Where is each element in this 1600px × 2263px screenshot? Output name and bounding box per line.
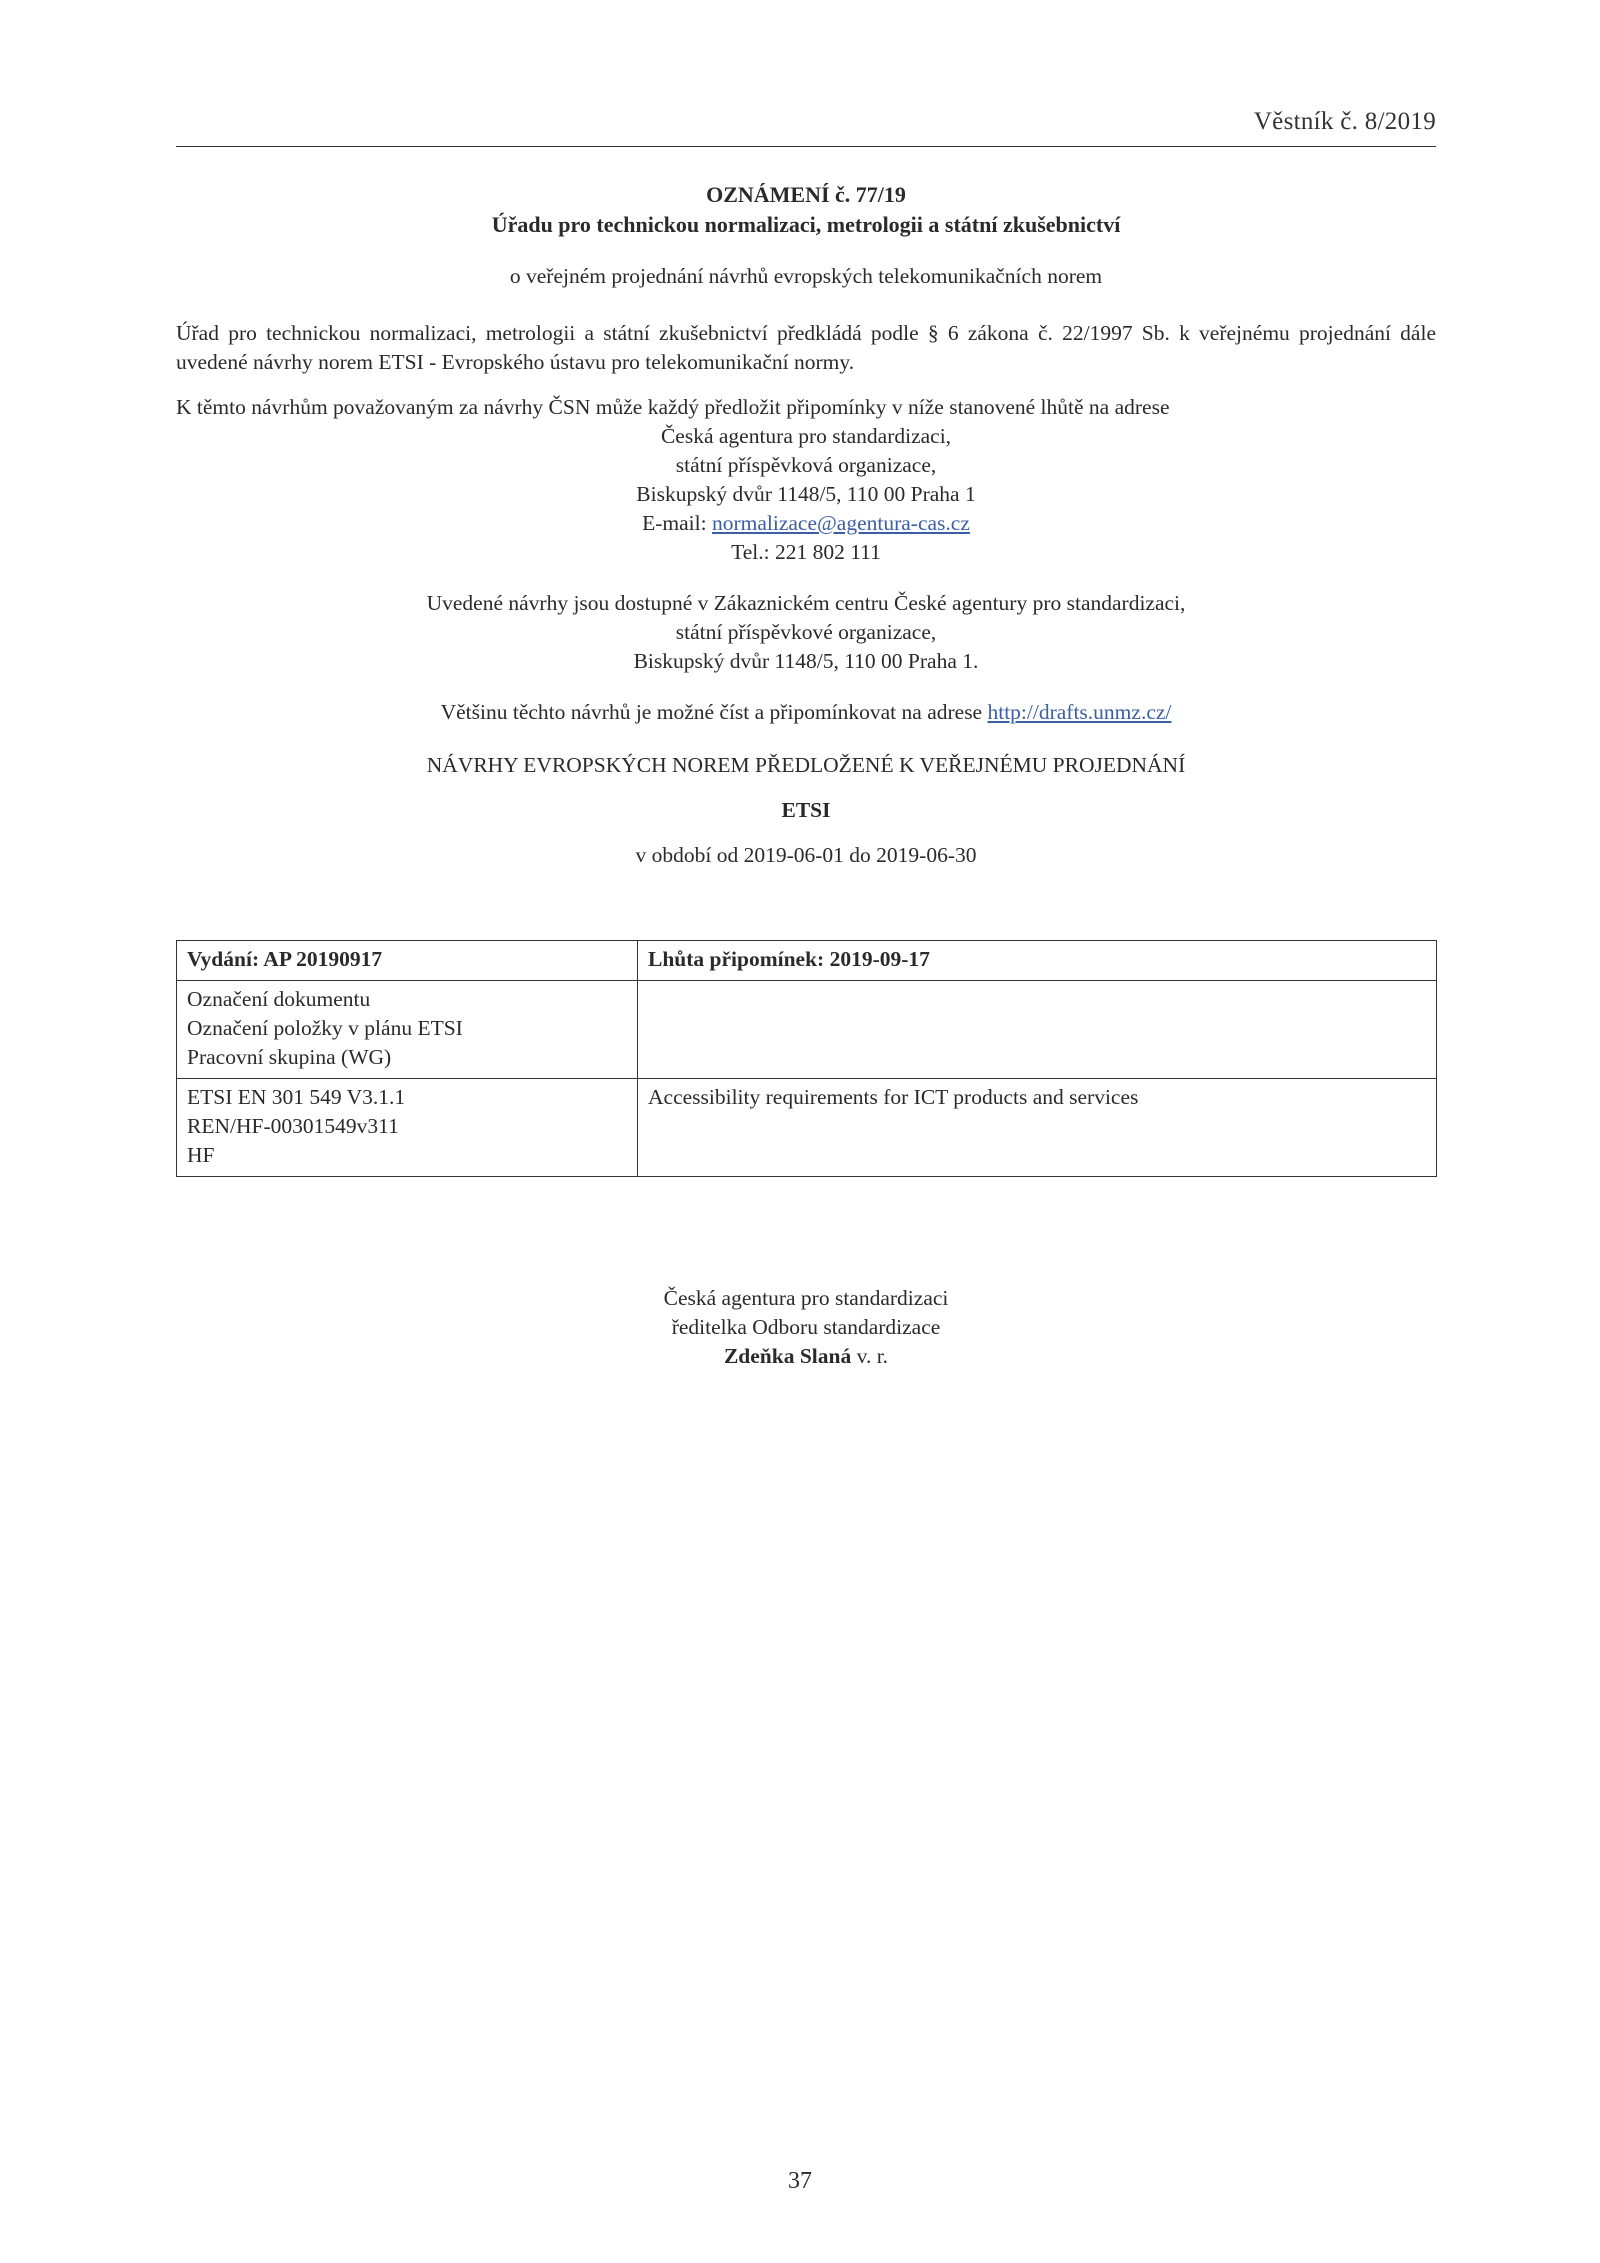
email-line [176, 509, 1436, 538]
work-item: REN/HF-00301549v311 [187, 1114, 399, 1138]
document-title-cell: Accessibility requirements for ICT products and services [638, 1079, 1437, 1177]
address-line-1: Česká agentura pro standardizaci, [660, 424, 952, 448]
online-line [176, 698, 1436, 727]
legend-cell [177, 981, 638, 1079]
availability-block [176, 589, 1436, 676]
legend-line-3: Pracovní skupina (WG) [187, 1045, 392, 1069]
signature-org: Česká agentura pro standardizaci [663, 1286, 949, 1310]
email-label: E-mail: [642, 511, 712, 535]
page-header [176, 108, 1436, 147]
legend-line-1: Označení dokumentu [187, 987, 371, 1011]
email-link[interactable]: normalizace@agentura-cas.cz [711, 511, 970, 535]
notice-number: OZNÁMENÍ č. 77/19 [706, 182, 906, 207]
signature-suffix: v. r. [851, 1344, 889, 1368]
legend-right-cell [638, 981, 1437, 1079]
availability-line-1: Uvedené návrhy jsou dostupné v Zákaznickém centru České agentury pro standardizaci, [426, 591, 1186, 615]
section-period: v období od 2019-06-01 do 2019-06-30 [635, 843, 977, 867]
section-title: NÁVRHY EVROPSKÝCH NOREM PŘEDLOŽENÉ K VEŘEJNÉMU PROJEDNÁNÍ [426, 753, 1186, 777]
availability-line-3: Biskupský dvůr 1148/5, 110 00 Praha 1. [633, 649, 979, 673]
drafts-link[interactable]: http://drafts.unmz.cz/ [987, 700, 1172, 724]
signature-role: ředitelka Odboru standardizace [671, 1315, 941, 1339]
table-header-row [177, 941, 1437, 981]
table-row [177, 1079, 1437, 1177]
comments-intro: K těmto návrhům považovaným za návrhy ČSN může každý předložit připomínky v níže stanovené lhůtě na adrese [176, 395, 1170, 419]
page-number: 37 [788, 2168, 812, 2194]
draft-standards-table [176, 940, 1437, 1177]
address-line-2: státní příspěvková organizace, [675, 453, 937, 477]
notice-authority: Úřadu pro technickou normalizaci, metrologii a státní zkušebnictví [491, 212, 1121, 237]
section-org: ETSI [781, 798, 831, 822]
notice-subject: o veřejném projednání návrhů evropských telekomunikačních norem [509, 264, 1103, 288]
document-id-cell [177, 1079, 638, 1177]
working-group: HF [187, 1143, 215, 1167]
document-designation: ETSI EN 301 549 V3.1.1 [187, 1085, 406, 1109]
table-legend-row [177, 981, 1437, 1079]
online-text: Většinu těchto návrhů je možné číst a připomínkovat na adrese [440, 700, 988, 724]
bulletin-title: Věstník č. 8/2019 [1253, 108, 1436, 135]
signature-name-line [176, 1342, 1436, 1371]
deadline-cell: Lhůta připomínek: 2019-09-17 [638, 941, 1437, 981]
availability-line-2: státní příspěvkové organizace, [675, 620, 937, 644]
submission-address [176, 422, 1436, 567]
legend-line-2: Označení položky v plánu ETSI [187, 1016, 463, 1040]
signatory-name: Zdeňka Slaná [723, 1344, 852, 1368]
address-line-3: Biskupský dvůr 1148/5, 110 00 Praha 1 [636, 482, 976, 506]
intro-paragraph: Úřad pro technickou normalizaci, metrologii a státní zkušebnictví předkládá podle § 6 zákona č. 22/1997 Sb. k veřejnému projednání dále uvedené návrhy norem ETSI - Evropského ústavu pro telekomunikační normy. [176, 321, 1436, 374]
notice-body [176, 180, 1436, 870]
signature-block [176, 1284, 1436, 1371]
edition-cell: Vydání: AP 20190917 [177, 941, 638, 981]
phone-line: Tel.: 221 802 111 [731, 540, 881, 564]
